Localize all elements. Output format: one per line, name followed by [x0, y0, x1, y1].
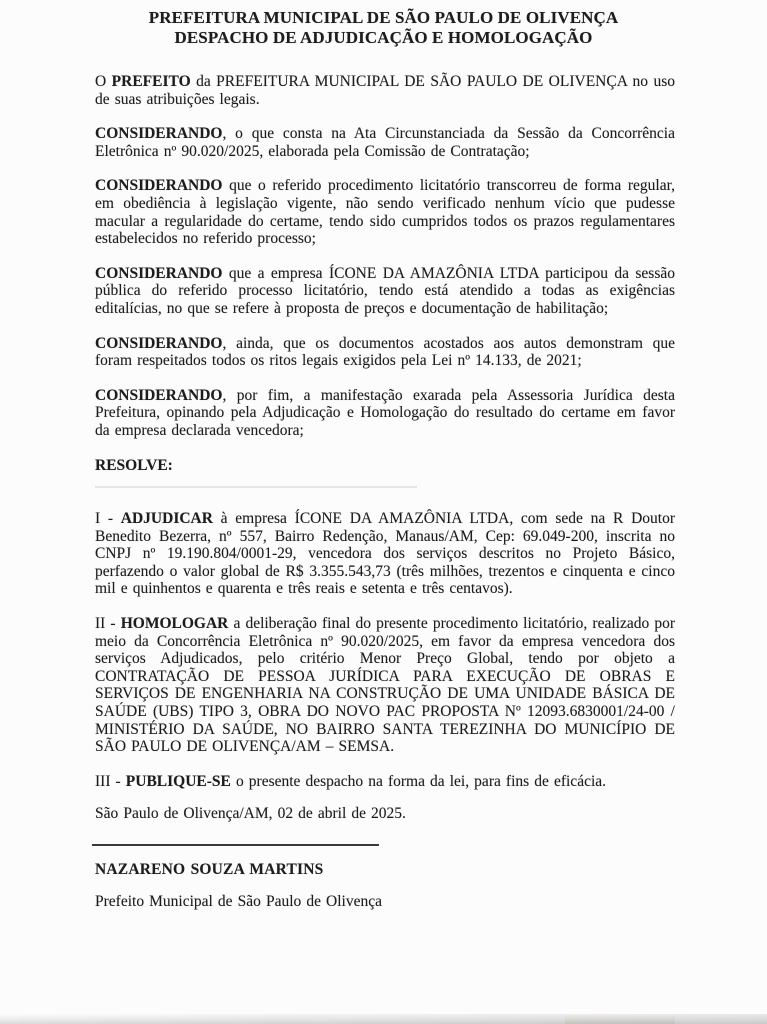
document-body — [95, 73, 675, 910]
text-segment: NAZARENO SOUZA MARTINS — [95, 861, 324, 878]
text-segment: , o que consta na Ata Circunstanciada da Sessão da Concorrência Eletrônica nº 90.020/2025, elaborada pela Comissão de Contratação; — [95, 125, 675, 160]
text-segment: à empresa ÍCONE DA AMAZÔNIA LTDA, com sede na R Doutor Benedito Bezerra, nº 557, Bairro Redenção, Manaus/AM, Cep: 69.049-200, inscrita no CNPJ nº 19.190.804/0001-29, vencedora dos serviços descritos no Projeto Básico, perfazendo o valor global de R$ 3.355.543,73 (três milhões, trezentos e cinquenta e cinco mil e quinhentos e quarenta e três reais e setenta e três centavos). — [95, 510, 675, 598]
scan-artifact-line — [95, 486, 417, 488]
signature-role — [95, 893, 675, 911]
clause-resolve — [95, 457, 675, 475]
text-segment: ADJUDICAR — [120, 510, 213, 528]
clause-considerando-assessoria — [95, 387, 675, 440]
text-segment: CONSIDERANDO — [95, 125, 223, 143]
text-segment: CONSIDERANDO — [95, 334, 223, 352]
clause-considerando-documentos — [95, 335, 675, 370]
text-segment: RESOLVE: — [95, 456, 173, 474]
item-homologar — [95, 615, 675, 756]
text-segment: CONSIDERANDO — [95, 386, 223, 404]
item-publique-se — [95, 773, 675, 791]
text-segment: O — [95, 73, 112, 90]
text-segment: da PREFEITURA MUNICIPAL DE SÃO PAULO DE OLIVENÇA no uso de suas atribuições legais. — [95, 73, 675, 108]
text-segment: o presente despacho na forma da lei, para fins de eficácia. — [230, 772, 607, 790]
signature-line — [92, 844, 379, 846]
text-segment: CONSIDERANDO — [95, 177, 223, 195]
signature-name — [95, 861, 675, 879]
text-segment: PUBLIQUE-SE — [125, 772, 231, 790]
text-segment: III - — [95, 772, 126, 790]
text-segment: CONSIDERANDO — [95, 264, 223, 282]
text-segment: , ainda, que os documentos acostados aos autos demonstram que foram respeitados todos os ritos legais exigidos pela Lei nº 14.133, de 2021; — [95, 334, 675, 370]
document-title-line2: DESPACHO DE ADJUDICAÇÃO E HOMOLOGAÇÃO — [174, 28, 593, 47]
clause-considerando-regularidade — [95, 177, 675, 247]
text-segment: que a empresa ÍCONE DA AMAZÔNIA LTDA participou da sessão pública do referido processo licitatório, tendo está atendido a todas as exigências editalícias, no que se refere à proposta de preços e documentação de habilitação; — [95, 264, 675, 317]
scan-bottom-shadow — [0, 1014, 767, 1024]
document-header — [0, 0, 767, 48]
clause-opening — [95, 73, 675, 108]
text-segment: PREFEITO — [111, 73, 191, 90]
clause-considerando-empresa — [95, 265, 675, 318]
item-adjudicar — [95, 510, 675, 598]
text-segment: II - — [95, 615, 121, 633]
text-segment: I - — [95, 510, 121, 528]
clause-considerando-ata — [95, 125, 675, 160]
text-segment: , por fim, a manifestação exarada pela Assessoria Jurídica desta Prefeitura, opinando pela Adjudicação e Homologação do resultado do certame em favor da empresa declarada vencedora; — [95, 386, 675, 439]
text-segment: Prefeito Municipal de São Paulo de Olivença — [95, 892, 382, 910]
text-segment: São Paulo de Olivença/AM, 02 de abril de 2025. — [95, 805, 406, 823]
text-segment: que o referido procedimento licitatório transcorreu de forma regular, em obediência à legislação vigente, não sendo verificado nenhum vício que pudesse macular a regularidade do certame, tendo sido cumpridos todos os prazos regulamentares estabelecidos no referido processo; — [95, 177, 675, 248]
text-segment: a deliberação final do presente procedimento licitatório, realizado por meio da Concorrência Eletrônica nº 90.020/2025, em favor da empresa vencedora dos serviços Adjudicados, pelo critério Menor Preço Global, tendo por objeto a CONTRATAÇÃO DE PESSOA JURÍDICA PARA EXECUÇÃO DE OBRAS E SERVIÇOS DE ENGENHARIA NA CONSTRUÇÃO DE UMA UNIDADE BÁSICA DE SAÚDE (UBS) TIPO 3, OBRA DO NOVO PAC PROPOSTA Nº 12093.6830001/24-00 / MINISTÉRIO DA SAÚDE, NO BAIRRO SANTA TEREZINHA DO MUNICÍPIO DE SÃO PAULO DE OLIVENÇA/AM – SEMSA. — [95, 615, 675, 756]
document-title-line1: PREFEITURA MUNICIPAL DE SÃO PAULO DE OLIVENÇA — [148, 8, 619, 27]
text-segment: HOMOLOGAR — [120, 615, 229, 633]
date-line — [95, 805, 675, 823]
